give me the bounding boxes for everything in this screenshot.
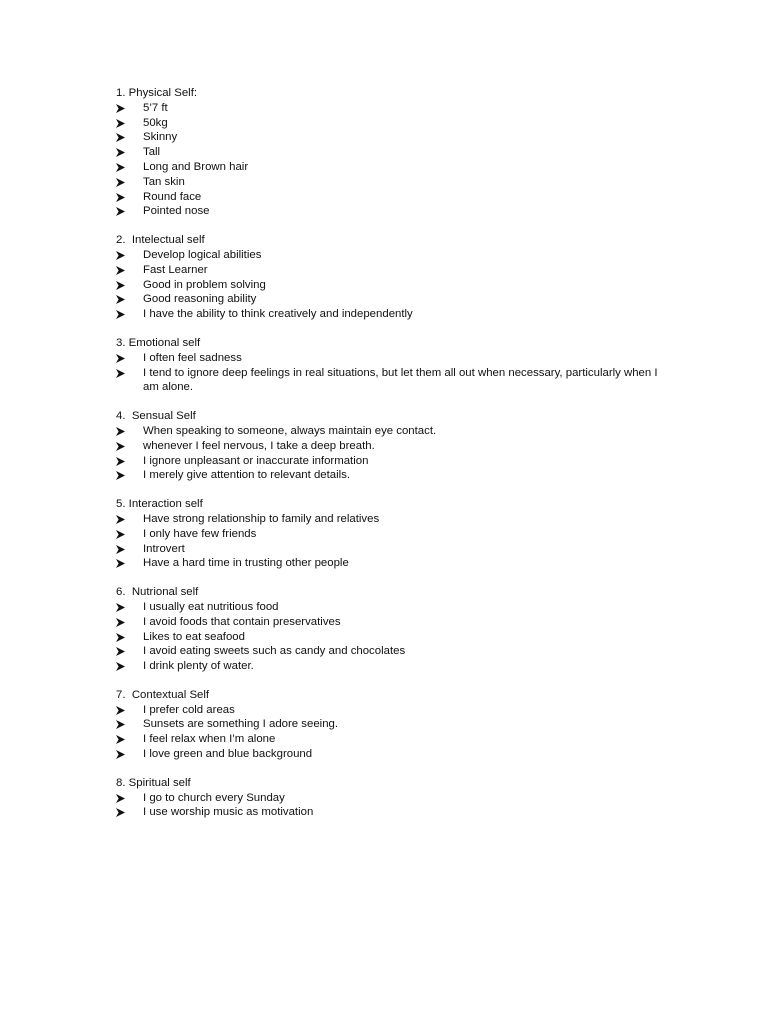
section-heading: 4. Sensual Self <box>116 410 196 423</box>
list-item <box>116 512 676 527</box>
list-item <box>116 190 676 205</box>
list-item <box>116 248 676 263</box>
bullet-list <box>116 248 676 322</box>
arrowhead-bullet-icon <box>116 248 126 263</box>
section-heading: 1. Physical Self: <box>116 87 198 99</box>
list-item <box>116 542 676 557</box>
list-item <box>116 527 676 542</box>
list-item-text: I have the ability to think creatively and independently <box>143 308 413 321</box>
section-5 <box>116 497 676 571</box>
list-item-text: 5’7 ft <box>143 101 168 114</box>
arrowhead-bullet-icon <box>116 190 126 205</box>
bullet-list <box>116 512 676 571</box>
arrowhead-bullet-icon <box>116 145 126 160</box>
list-item <box>116 175 676 190</box>
arrowhead-bullet-icon <box>116 600 126 615</box>
list-item <box>116 160 676 175</box>
list-item-text: Have strong relationship to family and relatives <box>143 512 380 525</box>
list-item-text: Tan skin <box>143 175 185 188</box>
arrowhead-bullet-icon <box>116 454 126 469</box>
list-item <box>116 116 676 131</box>
arrowhead-bullet-icon <box>116 542 126 557</box>
list-item-text: I only have few friends <box>143 527 257 540</box>
list-item-text: Good reasoning ability <box>143 293 257 306</box>
list-item-text: Good in problem solving <box>143 278 266 291</box>
list-item <box>116 468 676 483</box>
list-item <box>116 439 676 454</box>
arrowhead-bullet-icon <box>116 366 126 381</box>
list-item <box>116 101 676 116</box>
list-item <box>116 204 676 219</box>
arrowhead-bullet-icon <box>116 424 126 439</box>
section-heading: 8. Spiritual self <box>116 776 191 789</box>
list-item-text: When speaking to someone, always maintain eye contact. <box>143 424 437 437</box>
section-6 <box>116 585 676 674</box>
arrowhead-bullet-icon <box>116 717 126 732</box>
arrowhead-bullet-icon <box>116 556 126 571</box>
arrowhead-bullet-icon <box>116 160 126 175</box>
section-heading: 2. Intelectual self <box>116 234 205 247</box>
list-item <box>116 717 676 732</box>
list-item-text: Round face <box>143 190 202 203</box>
list-item <box>116 791 676 806</box>
list-item <box>116 630 676 645</box>
list-item-text: Introvert <box>143 542 185 555</box>
list-item-text: Sunsets are something I adore seeing. <box>143 718 339 731</box>
arrowhead-bullet-icon <box>116 204 126 219</box>
list-item <box>116 600 676 615</box>
section-2 <box>116 233 676 322</box>
section-heading: 3. Emotional self <box>116 336 201 349</box>
list-item <box>116 644 676 659</box>
list-item <box>116 263 676 278</box>
list-item <box>116 130 676 145</box>
list-item-text: I ignore unpleasant or inaccurate information <box>143 454 369 467</box>
list-item-text: Have a hard time in trusting other people <box>143 557 349 570</box>
list-item <box>116 424 676 439</box>
arrowhead-bullet-icon <box>116 101 126 116</box>
bullet-list <box>116 600 676 674</box>
list-item-text: I use worship music as motivation <box>143 806 314 819</box>
section-heading: 7. Contextual Self <box>116 688 210 701</box>
section-3 <box>116 336 676 395</box>
list-item-text: I go to church every Sunday <box>143 791 285 804</box>
list-item-text: Skinny <box>143 131 178 144</box>
arrowhead-bullet-icon <box>116 263 126 278</box>
list-item-text: whenever I feel nervous, I take a deep breath. <box>143 439 375 452</box>
list-item <box>116 615 676 630</box>
arrowhead-bullet-icon <box>116 307 126 322</box>
arrowhead-bullet-icon <box>116 175 126 190</box>
list-item-text: Fast Learner <box>143 263 208 276</box>
list-item-text: I usually eat nutritious food <box>143 600 279 613</box>
arrowhead-bullet-icon <box>116 659 126 674</box>
bullet-list <box>116 101 676 219</box>
list-item-text: I drink plenty of water. <box>143 660 254 673</box>
list-item <box>116 556 676 571</box>
arrowhead-bullet-icon <box>116 116 126 131</box>
arrowhead-bullet-icon <box>116 468 126 483</box>
list-item <box>116 454 676 469</box>
section-heading: 5. Interaction self <box>116 498 203 511</box>
arrowhead-bullet-icon <box>116 703 126 718</box>
list-item-text: I feel relax when I’m alone <box>143 733 276 746</box>
arrowhead-bullet-icon <box>116 732 126 747</box>
list-item-text: I merely give attention to relevant details. <box>143 469 351 482</box>
section-1 <box>116 86 676 219</box>
list-item <box>116 732 676 747</box>
arrowhead-bullet-icon <box>116 527 126 542</box>
list-item-text: I avoid eating sweets such as candy and chocolates <box>143 645 406 658</box>
arrowhead-bullet-icon <box>116 351 126 366</box>
list-item <box>116 659 676 674</box>
arrowhead-bullet-icon <box>116 747 126 762</box>
section-8 <box>116 776 676 820</box>
arrowhead-bullet-icon <box>116 630 126 645</box>
list-item-text: Long and Brown hair <box>143 160 249 173</box>
list-item-text: Pointed nose <box>143 205 210 218</box>
list-item-text: 50kg <box>143 116 168 129</box>
list-item <box>116 805 676 820</box>
arrowhead-bullet-icon <box>116 805 126 820</box>
list-item <box>116 278 676 293</box>
list-item <box>116 747 676 762</box>
arrowhead-bullet-icon <box>116 130 126 145</box>
list-item <box>116 703 676 718</box>
arrowhead-bullet-icon <box>116 512 126 527</box>
list-item <box>116 307 676 322</box>
list-item-text: Likes to eat seafood <box>143 630 245 643</box>
list-item-text: I tend to ignore deep feelings in real situations, but let them all out when necessary, particularly when I am alone. <box>143 366 658 394</box>
section-heading: 6. Nutrional self <box>116 586 199 599</box>
list-item-text: I often feel sadness <box>143 351 242 364</box>
bullet-list <box>116 703 676 762</box>
list-item <box>116 366 676 396</box>
list-item-text: I avoid foods that contain preservatives <box>143 615 341 628</box>
bullet-list <box>116 791 676 821</box>
bullet-list <box>116 424 676 483</box>
arrowhead-bullet-icon <box>116 644 126 659</box>
arrowhead-bullet-icon <box>116 615 126 630</box>
list-item-text: Tall <box>143 146 161 159</box>
arrowhead-bullet-icon <box>116 439 126 454</box>
list-item-text: I prefer cold areas <box>143 703 235 716</box>
document-body <box>116 86 676 834</box>
list-item <box>116 351 676 366</box>
arrowhead-bullet-icon <box>116 278 126 293</box>
list-item-text: Develop logical abilities <box>143 248 262 261</box>
list-item <box>116 292 676 307</box>
list-item-text: I love green and blue background <box>143 748 313 761</box>
arrowhead-bullet-icon <box>116 292 126 307</box>
section-7 <box>116 688 676 762</box>
arrowhead-bullet-icon <box>116 791 126 806</box>
bullet-list <box>116 351 676 395</box>
section-4 <box>116 409 676 483</box>
list-item <box>116 145 676 160</box>
